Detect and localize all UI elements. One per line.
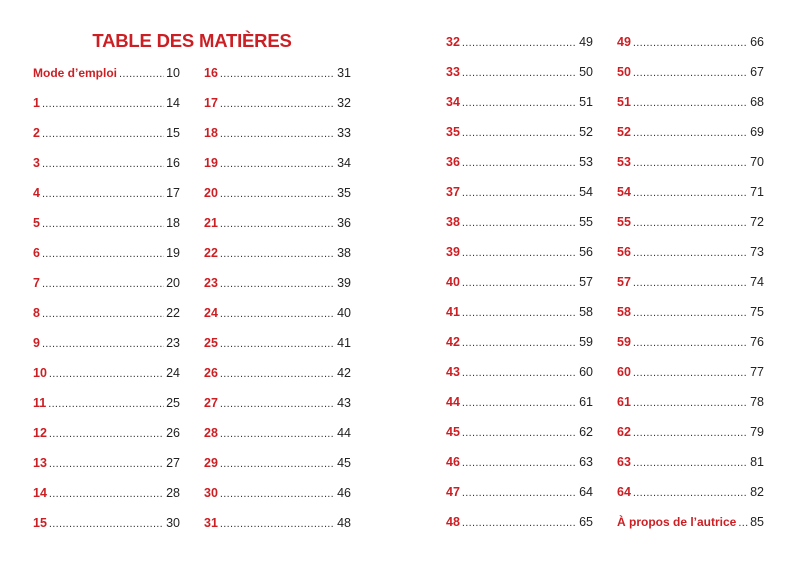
dot-leader bbox=[633, 393, 748, 413]
toc-entry-page-number: 76 bbox=[750, 335, 764, 349]
dot-leader bbox=[220, 484, 335, 504]
dot-leader bbox=[462, 483, 577, 503]
dot-leader bbox=[42, 94, 164, 114]
toc-entry bbox=[617, 242, 764, 262]
toc-entry-page-number: 50 bbox=[579, 65, 593, 79]
toc-entry-label: 9 bbox=[33, 336, 40, 350]
toc-entry bbox=[617, 152, 764, 172]
toc-entry-label: 26 bbox=[204, 366, 218, 380]
toc-entry bbox=[33, 63, 180, 83]
dot-leader bbox=[220, 64, 335, 84]
dot-leader bbox=[119, 64, 164, 84]
dot-leader bbox=[633, 123, 748, 143]
toc-entry bbox=[617, 512, 764, 532]
toc-entry-label: 33 bbox=[446, 65, 460, 79]
dot-leader bbox=[220, 304, 335, 324]
dot-leader bbox=[42, 184, 164, 204]
toc-entry bbox=[33, 303, 180, 323]
toc-entry-page-number: 70 bbox=[750, 155, 764, 169]
toc-entry bbox=[33, 333, 180, 353]
toc-entry-page-number: 75 bbox=[750, 305, 764, 319]
toc-entry-page-number: 81 bbox=[750, 455, 764, 469]
toc-entry-page-number: 39 bbox=[337, 276, 351, 290]
toc-entry-label: 59 bbox=[617, 335, 631, 349]
toc-entry-page-number: 69 bbox=[750, 125, 764, 139]
toc-entry bbox=[617, 362, 764, 382]
toc-entry bbox=[446, 152, 593, 172]
toc-entry-page-number: 17 bbox=[166, 186, 180, 200]
dot-leader bbox=[633, 153, 748, 173]
toc-entry-label: 22 bbox=[204, 246, 218, 260]
toc-entry-page-number: 18 bbox=[166, 216, 180, 230]
dot-leader bbox=[462, 363, 577, 383]
toc-entry bbox=[33, 243, 180, 263]
toc-entry-label: 7 bbox=[33, 276, 40, 290]
dot-leader bbox=[633, 33, 748, 53]
dot-leader bbox=[49, 454, 164, 474]
toc-entry-label: 10 bbox=[33, 366, 47, 380]
toc-entry-label: 57 bbox=[617, 275, 631, 289]
toc-entry-label: 44 bbox=[446, 395, 460, 409]
dot-leader bbox=[42, 304, 164, 324]
toc-entry-page-number: 55 bbox=[579, 215, 593, 229]
toc-entry bbox=[204, 243, 351, 263]
toc-entry bbox=[33, 93, 180, 113]
toc-entry bbox=[446, 62, 593, 82]
toc-entry-label: 37 bbox=[446, 185, 460, 199]
toc-entry-page-number: 54 bbox=[579, 185, 593, 199]
toc-entry-label: 60 bbox=[617, 365, 631, 379]
dot-leader bbox=[220, 184, 335, 204]
dot-leader bbox=[738, 513, 748, 533]
toc-entry-label: 62 bbox=[617, 425, 631, 439]
toc-entry-label: 24 bbox=[204, 306, 218, 320]
toc-entry bbox=[446, 332, 593, 352]
dot-leader bbox=[462, 453, 577, 473]
toc-entry-page-number: 49 bbox=[579, 35, 593, 49]
toc-entry-label: 58 bbox=[617, 305, 631, 319]
toc-entry bbox=[204, 483, 351, 503]
toc-entry bbox=[446, 242, 593, 262]
toc-entry-label: À propos de l’autrice bbox=[617, 515, 737, 529]
dot-leader bbox=[462, 213, 577, 233]
dot-leader bbox=[42, 274, 164, 294]
dot-leader bbox=[462, 333, 577, 353]
toc-entry bbox=[204, 213, 351, 233]
toc-entry-label: 43 bbox=[446, 365, 460, 379]
toc-entry-page-number: 78 bbox=[750, 395, 764, 409]
toc-entry-label: 47 bbox=[446, 485, 460, 499]
dot-leader bbox=[462, 423, 577, 443]
toc-entry-page-number: 72 bbox=[750, 215, 764, 229]
toc-entry-label: 29 bbox=[204, 456, 218, 470]
toc-entry-label: 49 bbox=[617, 35, 631, 49]
dot-leader bbox=[633, 183, 748, 203]
dot-leader bbox=[220, 334, 335, 354]
toc-entry-label: 11 bbox=[33, 396, 47, 410]
toc-entry bbox=[446, 272, 593, 292]
toc-entry bbox=[33, 273, 180, 293]
dot-leader bbox=[220, 274, 335, 294]
toc-entry-label: 17 bbox=[204, 96, 218, 110]
toc-entry bbox=[617, 302, 764, 322]
toc-entry-label: 2 bbox=[33, 126, 40, 140]
toc-entry bbox=[617, 422, 764, 442]
dot-leader bbox=[220, 124, 335, 144]
toc-entry bbox=[446, 122, 593, 142]
toc-entry-label: 36 bbox=[446, 155, 460, 169]
dot-leader bbox=[462, 93, 577, 113]
toc-entry bbox=[617, 212, 764, 232]
dot-leader bbox=[220, 424, 335, 444]
toc-entry bbox=[446, 452, 593, 472]
toc-entry-label: 64 bbox=[617, 485, 631, 499]
toc-entry bbox=[617, 392, 764, 412]
toc-entry bbox=[204, 453, 351, 473]
toc-entry bbox=[204, 393, 351, 413]
toc-entry-label: 41 bbox=[446, 305, 460, 319]
toc-entry bbox=[204, 303, 351, 323]
toc-entry-label: 42 bbox=[446, 335, 460, 349]
dot-leader bbox=[462, 33, 577, 53]
toc-entry-page-number: 46 bbox=[337, 486, 351, 500]
toc-entry-label: 15 bbox=[33, 516, 47, 530]
toc-entry-page-number: 41 bbox=[337, 336, 351, 350]
toc-entry-label: 27 bbox=[204, 396, 218, 410]
toc-entry-page-number: 22 bbox=[166, 306, 180, 320]
toc-entry-label: 3 bbox=[33, 156, 40, 170]
toc-entry-label: 18 bbox=[204, 126, 218, 140]
dot-leader bbox=[220, 394, 335, 414]
toc-entry bbox=[446, 512, 593, 532]
toc-entry bbox=[446, 92, 593, 112]
toc-entry-page-number: 14 bbox=[166, 96, 180, 110]
toc-entry bbox=[617, 32, 764, 52]
dot-leader bbox=[462, 513, 577, 533]
toc-entry-label: 40 bbox=[446, 275, 460, 289]
toc-entry-page-number: 85 bbox=[750, 515, 764, 529]
toc-entry-label: 35 bbox=[446, 125, 460, 139]
toc-entry-page-number: 48 bbox=[337, 516, 351, 530]
toc-entry-page-number: 43 bbox=[337, 396, 351, 410]
toc-entry-label: 12 bbox=[33, 426, 47, 440]
dot-leader bbox=[49, 424, 164, 444]
toc-entry-label: 50 bbox=[617, 65, 631, 79]
toc-entry bbox=[617, 62, 764, 82]
toc-entry bbox=[446, 482, 593, 502]
dot-leader bbox=[462, 123, 577, 143]
toc-entry bbox=[33, 453, 180, 473]
toc-entry bbox=[33, 483, 180, 503]
toc-entry-label: 1 bbox=[33, 96, 40, 110]
dot-leader bbox=[633, 213, 748, 233]
dot-leader bbox=[220, 454, 335, 474]
toc-entry-label: 8 bbox=[33, 306, 40, 320]
toc-entry-page-number: 27 bbox=[166, 456, 180, 470]
toc-entry-page-number: 42 bbox=[337, 366, 351, 380]
toc-entry-page-number: 77 bbox=[750, 365, 764, 379]
toc-entry-label: 32 bbox=[446, 35, 460, 49]
toc-entry-page-number: 32 bbox=[337, 96, 351, 110]
dot-leader bbox=[220, 364, 335, 384]
dot-leader bbox=[42, 244, 164, 264]
toc-entry bbox=[617, 482, 764, 502]
dot-leader bbox=[633, 303, 748, 323]
toc-entry-label: 13 bbox=[33, 456, 47, 470]
toc-entry-label: 51 bbox=[617, 95, 631, 109]
page-title: TABLE DES MATIÈRES bbox=[92, 30, 292, 51]
toc-entry-page-number: 34 bbox=[337, 156, 351, 170]
toc-entry bbox=[446, 182, 593, 202]
toc-entry-page-number: 74 bbox=[750, 275, 764, 289]
dot-leader bbox=[462, 63, 577, 83]
toc-entry bbox=[204, 123, 351, 143]
toc-entry-label: 55 bbox=[617, 215, 631, 229]
dot-leader bbox=[462, 303, 577, 323]
toc-entry-page-number: 68 bbox=[750, 95, 764, 109]
toc-entry bbox=[204, 93, 351, 113]
toc-entry-page-number: 67 bbox=[750, 65, 764, 79]
dot-leader bbox=[462, 183, 577, 203]
toc-entry bbox=[204, 513, 351, 533]
toc-entry-page-number: 45 bbox=[337, 456, 351, 470]
toc-entry-label: 23 bbox=[204, 276, 218, 290]
toc-entry bbox=[204, 183, 351, 203]
dot-leader bbox=[462, 243, 577, 263]
toc-entry bbox=[204, 273, 351, 293]
toc-entry-page-number: 26 bbox=[166, 426, 180, 440]
toc-entry-page-number: 15 bbox=[166, 126, 180, 140]
dot-leader bbox=[633, 273, 748, 293]
dot-leader bbox=[633, 243, 748, 263]
toc-entry-page-number: 23 bbox=[166, 336, 180, 350]
dot-leader bbox=[49, 364, 164, 384]
dot-leader bbox=[220, 244, 335, 264]
toc-entry-page-number: 73 bbox=[750, 245, 764, 259]
toc-entry-page-number: 38 bbox=[337, 246, 351, 260]
toc-entry-page-number: 65 bbox=[579, 515, 593, 529]
dot-leader bbox=[633, 363, 748, 383]
toc-entry bbox=[446, 422, 593, 442]
toc-entry-label: 31 bbox=[204, 516, 218, 530]
toc-entry bbox=[33, 393, 180, 413]
dot-leader bbox=[49, 514, 164, 534]
toc-entry bbox=[617, 92, 764, 112]
toc-entry-page-number: 71 bbox=[750, 185, 764, 199]
toc-entry bbox=[204, 153, 351, 173]
toc-entry-label: 5 bbox=[33, 216, 40, 230]
toc-entry-page-number: 16 bbox=[166, 156, 180, 170]
toc-entry bbox=[446, 212, 593, 232]
toc-entry-page-number: 63 bbox=[579, 455, 593, 469]
toc-entry bbox=[446, 362, 593, 382]
dot-leader bbox=[49, 484, 164, 504]
toc-entry-page-number: 66 bbox=[750, 35, 764, 49]
toc-entry-label: 16 bbox=[204, 66, 218, 80]
toc-entry-label: 56 bbox=[617, 245, 631, 259]
dot-leader bbox=[633, 483, 748, 503]
toc-entry-label: 4 bbox=[33, 186, 40, 200]
toc-entry bbox=[204, 423, 351, 443]
toc-entry-label: 48 bbox=[446, 515, 460, 529]
toc-entry-label: 30 bbox=[204, 486, 218, 500]
toc-entry-page-number: 24 bbox=[166, 366, 180, 380]
toc-entry-page-number: 59 bbox=[579, 335, 593, 349]
dot-leader bbox=[220, 154, 335, 174]
dot-leader bbox=[42, 154, 164, 174]
toc-entry-page-number: 51 bbox=[579, 95, 593, 109]
toc-entry-page-number: 31 bbox=[337, 66, 351, 80]
toc-entry-page-number: 35 bbox=[337, 186, 351, 200]
toc-entry-label: 38 bbox=[446, 215, 460, 229]
toc-entry bbox=[33, 183, 180, 203]
toc-entry-label: 20 bbox=[204, 186, 218, 200]
toc-entry-page-number: 61 bbox=[579, 395, 593, 409]
toc-entry-label: 28 bbox=[204, 426, 218, 440]
toc-entry-label: 53 bbox=[617, 155, 631, 169]
toc-entry bbox=[446, 32, 593, 52]
toc-entry-label: 54 bbox=[617, 185, 631, 199]
toc-entry-page-number: 30 bbox=[166, 516, 180, 530]
toc-entry bbox=[617, 122, 764, 142]
dot-leader bbox=[220, 94, 335, 114]
dot-leader bbox=[633, 63, 748, 83]
dot-leader bbox=[42, 214, 164, 234]
dot-leader bbox=[633, 333, 748, 353]
toc-entry bbox=[33, 123, 180, 143]
toc-entry-page-number: 57 bbox=[579, 275, 593, 289]
toc-entry-page-number: 62 bbox=[579, 425, 593, 439]
toc-entry-page-number: 33 bbox=[337, 126, 351, 140]
toc-entry bbox=[446, 392, 593, 412]
dot-leader bbox=[42, 334, 164, 354]
toc-entry-page-number: 82 bbox=[750, 485, 764, 499]
dot-leader bbox=[633, 93, 748, 113]
toc-entry-page-number: 58 bbox=[579, 305, 593, 319]
toc-entry-page-number: 10 bbox=[166, 66, 180, 80]
toc-entry bbox=[617, 332, 764, 352]
toc-entry-page-number: 40 bbox=[337, 306, 351, 320]
toc-entry-label: 34 bbox=[446, 95, 460, 109]
toc-entry-page-number: 56 bbox=[579, 245, 593, 259]
toc-entry-page-number: 19 bbox=[166, 246, 180, 260]
toc-entry-label: 46 bbox=[446, 455, 460, 469]
dot-leader bbox=[48, 394, 164, 414]
toc-entry bbox=[617, 452, 764, 472]
dot-leader bbox=[462, 153, 577, 173]
toc-entry-label: 39 bbox=[446, 245, 460, 259]
toc-entry-page-number: 79 bbox=[750, 425, 764, 439]
toc-entry-label: Mode d’emploi bbox=[33, 66, 117, 80]
toc-entry-label: 25 bbox=[204, 336, 218, 350]
toc-entry bbox=[204, 363, 351, 383]
toc-entry bbox=[446, 302, 593, 322]
toc-entry bbox=[204, 333, 351, 353]
toc-entry bbox=[617, 272, 764, 292]
toc-entry-label: 61 bbox=[617, 395, 631, 409]
toc-entry-label: 63 bbox=[617, 455, 631, 469]
toc-entry-page-number: 64 bbox=[579, 485, 593, 499]
toc-entry-label: 14 bbox=[33, 486, 47, 500]
toc-entry bbox=[33, 513, 180, 533]
dot-leader bbox=[42, 124, 164, 144]
toc-entry-label: 19 bbox=[204, 156, 218, 170]
toc-entry bbox=[33, 363, 180, 383]
toc-entry-label: 6 bbox=[33, 246, 40, 260]
toc-entry-page-number: 36 bbox=[337, 216, 351, 230]
toc-entry-page-number: 20 bbox=[166, 276, 180, 290]
toc-entry-page-number: 53 bbox=[579, 155, 593, 169]
toc-entry-page-number: 28 bbox=[166, 486, 180, 500]
toc-entry-page-number: 44 bbox=[337, 426, 351, 440]
toc-entry bbox=[33, 423, 180, 443]
dot-leader bbox=[462, 273, 577, 293]
dot-leader bbox=[462, 393, 577, 413]
toc-entry bbox=[204, 63, 351, 83]
toc-entry bbox=[33, 213, 180, 233]
toc-entry-page-number: 52 bbox=[579, 125, 593, 139]
dot-leader bbox=[633, 423, 748, 443]
toc-entry-label: 45 bbox=[446, 425, 460, 439]
toc-entry-label: 21 bbox=[204, 216, 218, 230]
dot-leader bbox=[220, 514, 335, 534]
toc-entry-page-number: 60 bbox=[579, 365, 593, 379]
toc-entry-page-number: 25 bbox=[166, 396, 180, 410]
toc-entry-label: 52 bbox=[617, 125, 631, 139]
dot-leader bbox=[633, 453, 748, 473]
toc-entry bbox=[617, 182, 764, 202]
toc-entry bbox=[33, 153, 180, 173]
dot-leader bbox=[220, 214, 335, 234]
